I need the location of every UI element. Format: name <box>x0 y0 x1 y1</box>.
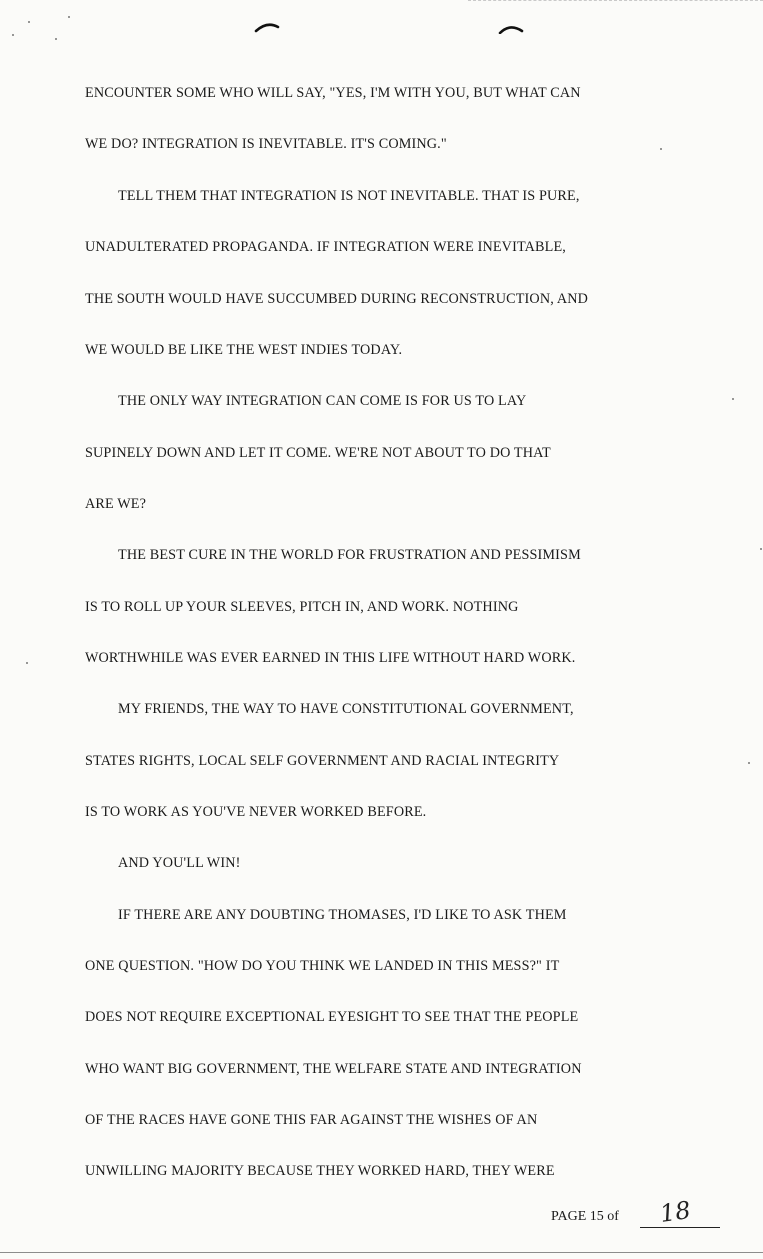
scan-speck <box>28 21 30 23</box>
text-line-9: ARE WE? <box>85 496 147 512</box>
text-line-15: IS TO WORK AS YOU'VE NEVER WORKED BEFORE. <box>85 804 427 820</box>
page-number-underline <box>640 1227 720 1228</box>
text-line-20: WHO WANT BIG GOVERNMENT, THE WELFARE STATE AND INTEGRATION <box>85 1061 582 1077</box>
text-line-11: IS TO ROLL UP YOUR SLEEVES, PITCH IN, AND WORK. NOTHING <box>85 599 519 615</box>
scan-speck <box>55 38 57 40</box>
text-line-1: ENCOUNTER SOME WHO WILL SAY, "YES, I'M WITH YOU, BUT WHAT CAN <box>85 85 581 101</box>
text-line-3: TELL THEM THAT INTEGRATION IS NOT INEVITABLE. THAT IS PURE, <box>118 188 580 204</box>
text-line-8: SUPINELY DOWN AND LET IT COME. WE'RE NOT ABOUT TO DO THAT <box>85 445 551 461</box>
text-line-18: ONE QUESTION. "HOW DO YOU THINK WE LANDED IN THIS MESS?" IT <box>85 958 560 974</box>
page-bottom-edge <box>0 1252 763 1253</box>
scan-speck <box>748 762 750 764</box>
scan-speck <box>68 16 70 18</box>
text-line-21: OF THE RACES HAVE GONE THIS FAR AGAINST THE WISHES OF AN <box>85 1112 538 1128</box>
binder-hole-mark-left <box>254 20 280 34</box>
text-line-6: WE WOULD BE LIKE THE WEST INDIES TODAY. <box>85 342 403 358</box>
text-line-19: DOES NOT REQUIRE EXCEPTIONAL EYESIGHT TO SEE THAT THE PEOPLE <box>85 1009 579 1025</box>
text-line-22: UNWILLING MAJORITY BECAUSE THEY WORKED HARD, THEY WERE <box>85 1163 555 1179</box>
text-line-12: WORTHWHILE WAS EVER EARNED IN THIS LIFE WITHOUT HARD WORK. <box>85 650 576 666</box>
text-line-17: IF THERE ARE ANY DOUBTING THOMASES, I'D LIKE TO ASK THEM <box>118 907 567 923</box>
binder-hole-mark-right <box>498 20 524 34</box>
text-line-16: AND YOU'LL WIN! <box>118 855 241 871</box>
text-line-7: THE ONLY WAY INTEGRATION CAN COME IS FOR US TO LAY <box>118 393 527 409</box>
scan-speck <box>12 34 14 36</box>
text-line-2: WE DO? INTEGRATION IS INEVITABLE. IT'S COMING." <box>85 136 447 152</box>
text-line-5: THE SOUTH WOULD HAVE SUCCUMBED DURING RECONSTRUCTION, AND <box>85 291 589 307</box>
scan-speck <box>660 148 662 150</box>
text-line-4: UNADULTERATED PROPAGANDA. IF INTEGRATION WERE INEVITABLE, <box>85 239 566 255</box>
scan-speck <box>760 548 762 550</box>
scan-speck <box>732 398 734 400</box>
text-line-14: STATES RIGHTS, LOCAL SELF GOVERNMENT AND RACIAL INTEGRITY <box>85 753 560 769</box>
top-dotted-border <box>468 0 763 5</box>
page-number-label: PAGE 15 of <box>551 1209 619 1224</box>
text-line-13: MY FRIENDS, THE WAY TO HAVE CONSTITUTIONAL GOVERNMENT, <box>118 701 574 717</box>
text-line-10: THE BEST CURE IN THE WORLD FOR FRUSTRATION AND PESSIMISM <box>118 547 581 563</box>
page-total-handwritten: 18 <box>658 1196 693 1228</box>
scan-speck <box>26 662 28 664</box>
